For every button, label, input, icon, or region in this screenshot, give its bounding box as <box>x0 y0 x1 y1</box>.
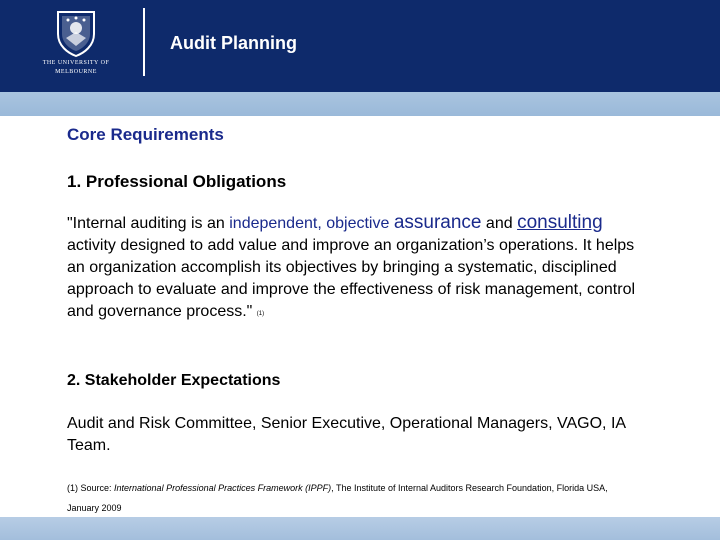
stakeholder-list: Audit and Risk Committee, Senior Executive, Operational Managers, VAGO, IA Team. <box>67 415 626 454</box>
page-title: Audit Planning <box>170 33 297 53</box>
professional-obligations-heading: 1. Professional Obligations <box>67 172 287 191</box>
footnote-marker: (1) <box>256 311 265 317</box>
logo-line1: THE UNIVERSITY OF <box>42 60 110 66</box>
source-prefix: (1) Source: <box>67 483 115 493</box>
source-footnote <box>67 478 627 518</box>
crest-icon <box>54 8 98 58</box>
quote-and: and <box>481 215 518 232</box>
source-title: International Professional Practices Framework (IPPF) <box>114 483 332 493</box>
header-band <box>0 92 720 116</box>
quote-part1: "Internal auditing is an <box>67 215 230 232</box>
quote-assurance: assurance <box>393 212 482 233</box>
stakeholder-expectations-heading: 2. Stakeholder Expectations <box>67 372 281 389</box>
quote-part6: activity designed to add value and improve an organization’s operations. It helps an organization accomplish its objectives by bringing a systematic, disciplined approach to evaluate and improve the effectiveness of risk management, control and governance process." <box>67 237 636 320</box>
core-requirements-heading: Core Requirements <box>67 125 224 144</box>
header-bar <box>0 0 720 92</box>
header-divider <box>143 8 145 76</box>
source-suffix: , The Institute of Internal Auditors Research Foundation, Florida USA, January 2009 <box>67 483 608 513</box>
logo-line2: MELBOURNE <box>55 69 97 75</box>
footer-band <box>0 517 720 540</box>
university-logo <box>38 8 114 84</box>
quote-consulting: consulting <box>517 212 603 233</box>
quote-independent-objective: independent, objective <box>229 215 394 232</box>
iia-definition-quote <box>67 212 637 326</box>
